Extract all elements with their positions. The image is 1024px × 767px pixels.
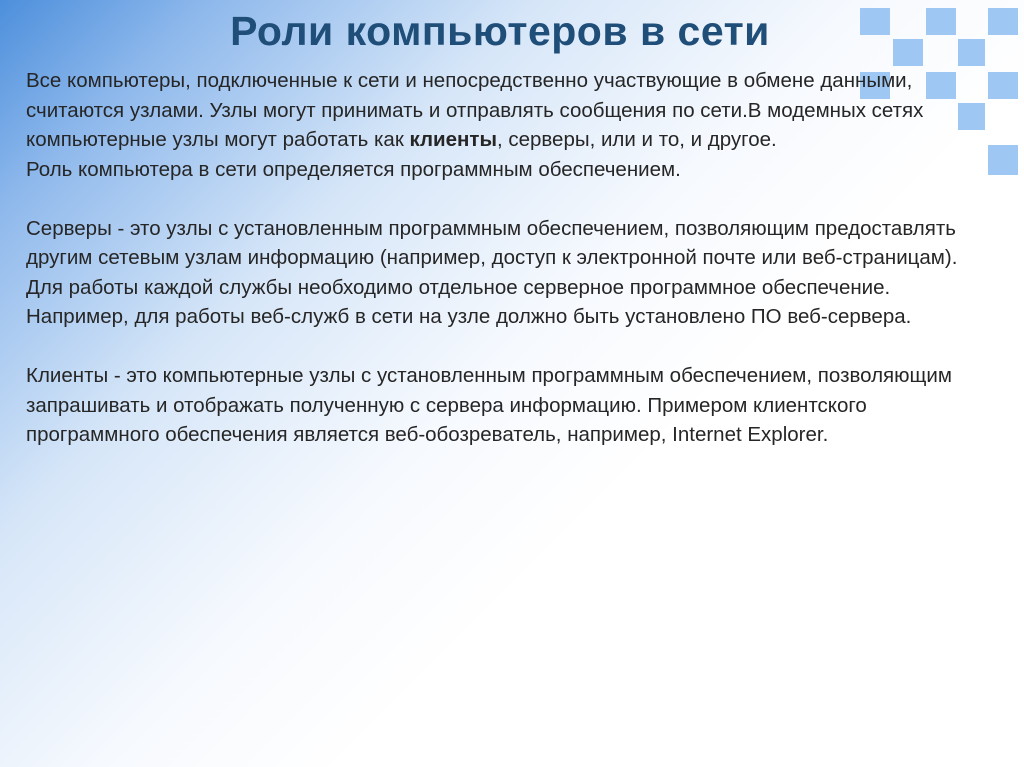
- slide-title: Роли компьютеров в сети: [230, 8, 770, 54]
- paragraph-nodes-end: , серверы, или и то, и другое.: [496, 128, 777, 151]
- slide-body: [26, 66, 986, 450]
- decor-square: [988, 72, 1018, 99]
- paragraph-nodes: [26, 66, 986, 155]
- decor-square: [988, 145, 1018, 175]
- spacer: [26, 184, 986, 214]
- bold-term-clients: клиенты: [409, 128, 497, 151]
- paragraph-nodes-text: Все компьютеры, подключенные к сети и непосредственно участвующие в обмене данными, считаются узлами. Узлы могут принимать и отправлять сообщения по сети.В модемных сетях компьютерные узлы могут работать как: [26, 69, 924, 151]
- paragraph-servers: Серверы - это узлы с установленным программным обеспечением, позволяющим предоставлять другим сетевым узлам информацию (например, доступ к электронной почте или веб-страницам). Для работы каждой службы необходимо отдельное серверное программное обеспечение. Например, для работы веб-служб в сети на узле должно быть установлено ПО веб-сервера.: [26, 216, 958, 328]
- paragraph-clients: Клиенты - это компьютерные узлы с установленным программным обеспечением, позволяющим запрашивать и отображать полученную с сервера информацию. Примером клиентского программного обеспечения является веб-обозреватель, например, Internet Explorer.: [26, 364, 952, 446]
- paragraph-role: Роль компьютера в сети определяется программным обеспечением.: [26, 157, 681, 181]
- spacer: [26, 332, 986, 362]
